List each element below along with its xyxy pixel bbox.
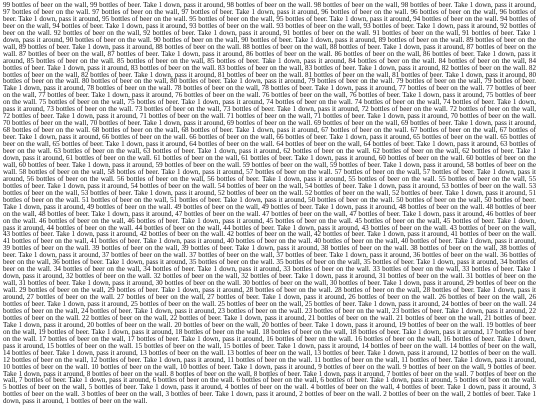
- song-lyrics-paragraph: 99 bottles of beer on the wall, 99 bottles of beer. Take 1 down, pass it around, 98 bottles of beer on the wall. 98 bottles of beer on the wall, 98 bottles of beer. Take 1 down, pass it around, 97 bottles of beer on the wall. 97 bottles of beer on the wall, 97 bottles of beer. Take 1 down, pass it around, 96 bottles of beer on the wall. 96 bottles of beer on the wall, 96 bottles of beer. Take 1 down, pass it around, 95 bottles of beer on the wall. 95 bottles of beer on the wall, 95 bottles of beer. Take 1 down, pass it around, 94 bottles of beer on the wall. 94 bottles of beer on the wall, 94 bottles of beer. Take 1 down, pass it around, 93 bottles of beer on the wall. 93 bottles of beer on the wall, 93 bottles of beer. Take 1 down, pass it around, 92 bottles of beer on the wall. 92 bottles of beer on the wall, 92 bottles of beer. Take 1 down, pass it around, 91 bottles of beer on the wall. 91 bottles of beer on the wall, 91 bottles of beer. Take 1 down, pass it around, 90 bottles of beer on the wall. 90 bottles of beer on the wall, 90 bottles of beer. Take 1 down, pass it around, 89 bottles of beer on the wall. 89 bottles of beer on the wall, 89 bottles of beer. Take 1 down, pass it around, 88 bottles of beer on the wall. 88 bottles of beer on the wall, 88 bottles of beer. Take 1 down, pass it around, 87 bottles of beer on the wall. 87 bottles of beer on the wall, 87 bottles of beer. Take 1 down, pass it around, 86 bottles of beer on the wall. 86 bottles of beer on the wall, 86 bottles of beer. Take 1 down, pass it around, 85 bottles of beer on the wall. 85 bottles of beer on the wall, 85 bottles of beer. Take 1 down, pass it around, 84 bottles of beer on the wall. 84 bottles of beer on the wall, 84 bottles of beer. Take 1 down, pass it around, 83 bottles of beer on the wall. 83 bottles of beer on the wall, 83 bottles of beer. Take 1 down, pass it around, 82 bottles of beer on the wall. 82 bottles of beer on the wall, 82 bottles of beer. Take 1 down, pass it around, 81 bottles of beer on the wall. 81 bottles of beer on the wall, 81 bottles of beer. Take 1 down, pass it around, 80 bottles of beer on the wall. 80 bottles of beer on the wall, 80 bottles of beer. Take 1 down, pass it around, 79 bottles of beer on the wall. 79 bottles of beer on the wall, 79 bottles of beer. Take 1 down, pass it around, 78 bottles of beer on the wall. 78 bottles of beer on the wall, 78 bottles of beer. Take 1 down, pass it around, 77 bottles of beer on the wall. 77 bottles of beer on the wall, 77 bottles of beer. Take 1 down, pass it around, 76 bottles of beer on the wall. 76 bottles of beer on the wall, 76 bottles of beer. Take 1 down, pass it around, 75 bottles of beer on the wall. 75 bottles of beer on the wall, 75 bottles of beer. Take 1 down, pass it around, 74 bottles of beer on the wall. 74 bottles of beer on the wall, 74 bottles of beer. Take 1 down, pass it around, 73 bottles of beer on the wall. 73 bottles of beer on the wall, 73 bottles of beer. Take 1 down, pass it around, 72 bottles of beer on the wall. 72 bottles of beer on the wall, 72 bottles of beer. Take 1 down, pass it around, 71 bottles of beer on the wall. 71 bottles of beer on the wall, 71 bottles of beer. Take 1 down, pass it around, 70 bottles of beer on the wall. 70 bottles of beer on the wall, 70 bottles of beer. Take 1 down, pass it around, 69 bottles of beer on the wall. 69 bottles of beer on the wall, 69 bottles of beer. Take 1 down, pass it around, 68 bottles of beer on the wall. 68 bottles of beer on the wall, 68 bottles of beer. Take 1 down, pass it around, 67 bottles of beer on the wall. 67 bottles of beer on the wall, 67 bottles of beer. Take 1 down, pass it around, 66 bottles of beer on the wall. 66 bottles of beer on the wall, 66 bottles of beer. Take 1 down, pass it around, 65 bottles of beer on the wall. 65 bottles of beer on the wall, 65 bottles of beer. Take 1 down, pass it around, 64 bottles of beer on the wall. 64 bottles of beer on the wall, 64 bottles of beer. Take 1 down, pass it around, 63 bottles of beer on the wall. 63 bottles of beer on the wall, 63 bottles of beer. Take 1 down, pass it around, 62 bottles of beer on the wall. 62 bottles of beer on the wall, 62 bottles of beer. Take 1 down, pass it around, 61 bottles of beer on the wall. 61 bottles of beer on the wall, 61 bottles of beer. Take 1 down, pass it around, 60 bottles of beer on the wall. 60 bottles of beer on the wall, 60 bottles of beer. Take 1 down, pass it around, 59 bottles of beer on the wall. 59 bottles of beer on the wall, 59 bottles of beer. Take 1 down, pass it around, 58 bottles of beer on the wall. 58 bottles of beer on the wall, 58 bottles of beer. Take 1 down, pass it around, 57 bottles of beer on the wall. 57 bottles of beer on the wall, 57 bottles of beer. Take 1 down, pass it around, 56 bottles of beer on the wall. 56 bottles of beer on the wall, 56 bottles of beer. Take 1 down, pass it around, 55 bottles of beer on the wall. 55 bottles of beer on the wall, 55 bottles of beer. Take 1 down, pass it around, 54 bottles of beer on the wall. 54 bottles of beer on the wall, 54 bottles of beer. Take 1 down, pass it around, 53 bottles of beer on the wall. 53 bottles of beer on the wall, 53 bottles of beer. Take 1 down, pass it around, 52 bottles of beer on the wall. 52 bottles of beer on the wall, 52 bottles of beer. Take 1 down, pass it around, 51 bottles of beer on the wall. 51 bottles of beer on the wall, 51 bottles of beer. Take 1 down, pass it around, 50 bottles of beer on the wall. 50 bottles of beer on the wall, 50 bottles of beer. Take 1 down, pass it around, 49 bottles of beer on the wall. 49 bottles of beer on the wall, 49 bottles of beer. Take 1 down, pass it around, 48 bottles of beer on the wall. 48 bottles of beer on the wall, 48 bottles of beer. Take 1 down, pass it around, 47 bottles of beer on the wall. 47 bottles of beer on the wall, 47 bottles of beer. Take 1 down, pass it around, 46 bottles of beer on the wall. 46 bottles of beer on the wall, 46 bottles of beer. Take 1 down, pass it around, 45 bottles of beer on the wall. 45 bottles of beer on the wall, 45 bottles of beer. Take 1 down, pass it around, 44 bottles of beer on the wall. 44 bottles of beer on the wall, 44 bottles of beer. Take 1 down, pass it around, 43 bottles of beer on the wall. 43 bottles of beer on the wall, 43 bottles of beer. Take 1 down, pass it around, 42 bottles of beer on the wall. 42 bottles of beer on the wall, 42 bottles of beer. Take 1 down, pass it around, 41 bottles of beer on the wall. 41 bottles of beer on the wall, 41 bottles of beer. Take 1 down, pass it around, 40 bottles of beer on the wall. 40 bottles of beer on the wall, 40 bottles of beer. Take 1 down, pass it around, 39 bottles of beer on the wall. 39 bottles of beer on the wall, 39 bottles of beer. Take 1 down, pass it around, 38 bottles of beer on the wall. 38 bottles of beer on the wall, 38 bottles of beer. Take 1 down, pass it around, 37 bottles of beer on the wall. 37 bottles of beer on the wall, 37 bottles of beer. Take 1 down, pass it around, 36 bottles of beer on the wall. 36 bottles of beer on the wall, 36 bottles of beer. Take 1 down, pass it around, 35 bottles of beer on the wall. 35 bottles of beer on the wall, 35 bottles of beer. Take 1 down, pass it around, 34 bottles of beer on the wall. 34 bottles of beer on the wall, 34 bottles of beer. Take 1 down, pass it around, 33 bottles of beer on the wall. 33 bottles of beer on the wall, 33 bottles of beer. Take 1 down, pass it around, 32 bottles of beer on the wall. 32 bottles of beer on the wall, 32 bottles of beer. Take 1 down, pass it around, 31 bottles of beer on the wall. 31 bottles of beer on the wall, 31 bottles of beer. Take 1 down, pass it around, 30 bottles of beer on the wall. 30 bottles of beer on the wall, 30 bottles of beer. Take 1 down, pass it around, 29 bottles of beer on the wall. 29 bottles of beer on the wall, 29 bottles of beer. Take 1 down, pass it around, 28 bottles of beer on the wall. 28 bottles of beer on the wall, 28 bottles of beer. Take 1 down, pass it around, 27 bottles of beer on the wall. 27 bottles of beer on the wall, 27 bottles of beer. Take 1 down, pass it around, 26 bottles of beer on the wall. 26 bottles of beer on the wall, 26 bottles of beer. Take 1 down, pass it around, 25 bottles of beer on the wall. 25 bottles of beer on the wall, 25 bottles of beer. Take 1 down, pass it around, 24 bottles of beer on the wall. 24 bottles of beer on the wall, 24 bottles of beer. Take 1 down, pass it around, 23 bottles of beer on the wall. 23 bottles of beer on the wall, 23 bottles of beer. Take 1 down, pass it around, 22 bottles of beer on the wall. 22 bottles of beer on the wall, 22 bottles of beer. Take 1 down, pass it around, 21 bottles of beer on the wall. 21 bottles of beer on the wall, 21 bottles of beer. Take 1 down, pass it around, 20 bottles of beer on the wall. 20 bottles of beer on the wall, 20 bottles of beer. Take 1 down, pass it around, 19 bottles of beer on the wall. 19 bottles of beer on the wall, 19 bottles of beer. Take 1 down, pass it around, 18 bottles of beer on the wall. 18 bottles of beer on the wall, 18 bottles of beer. Take 1 down, pass it around, 17 bottles of beer on the wall. 17 bottles of beer on the wall, 17 bottles of beer. Take 1 down, pass it around, 16 bottles of beer on the wall. 16 bottles of beer on the wall, 16 bottles of beer. Take 1 down, pass it around, 15 bottles of beer on the wall. 15 bottles of beer on the wall, 15 bottles of beer. Take 1 down, pass it around, 14 bottles of beer on the wall. 14 bottles of beer on the wall, 14 bottles of beer. Take 1 down, pass it around, 13 bottles of beer on the wall. 13 bottles of beer on the wall, 13 bottles of beer. Take 1 down, pass it around, 12 bottles of beer on the wall. 12 bottles of beer on the wall, 12 bottles of beer. Take 1 down, pass it around, 11 bottles of beer on the wall. 11 bottles of beer on the wall, 11 bottles of beer. Take 1 down, pass it around, 10 bottles of beer on the wall. 10 bottles of beer on the wall, 10 bottles of beer. Take 1 down, pass it around, 9 bottles of beer on the wall. 9 bottles of beer on the wall, 9 bottles of beer. Take 1 down, pass it around, 8 bottles of beer on the wall. 8 bottles of beer on the wall, 8 bottles of beer. Take 1 down, pass it around, 7 bottles of beer on the wall. 7 bottles of beer on the wall, 7 bottles of beer. Take 1 down, pass it around, 6 bottles of beer on the wall. 6 bottles of beer on the wall, 6 bottles of beer. Take 1 down, pass it around, 5 bottles of beer on the wall. 5 bottles of beer on the wall, 5 bottles of beer. Take 1 down, pass it around, 4 bottles of beer on the wall. 4 bottles of beer on the wall, 4 bottles of beer. Take 1 down, pass it around, 3 bottles of beer on the wall. 3 bottles of beer on the wall, 3 bottles of beer. Take 1 down, pass it around, 2 bottles of beer on the wall. 2 bottles of beer on the wall, 2 bottles of beer. Take 1 down, pass it around, 1 bottles of beer on the wall.: [3, 1, 536, 405]
